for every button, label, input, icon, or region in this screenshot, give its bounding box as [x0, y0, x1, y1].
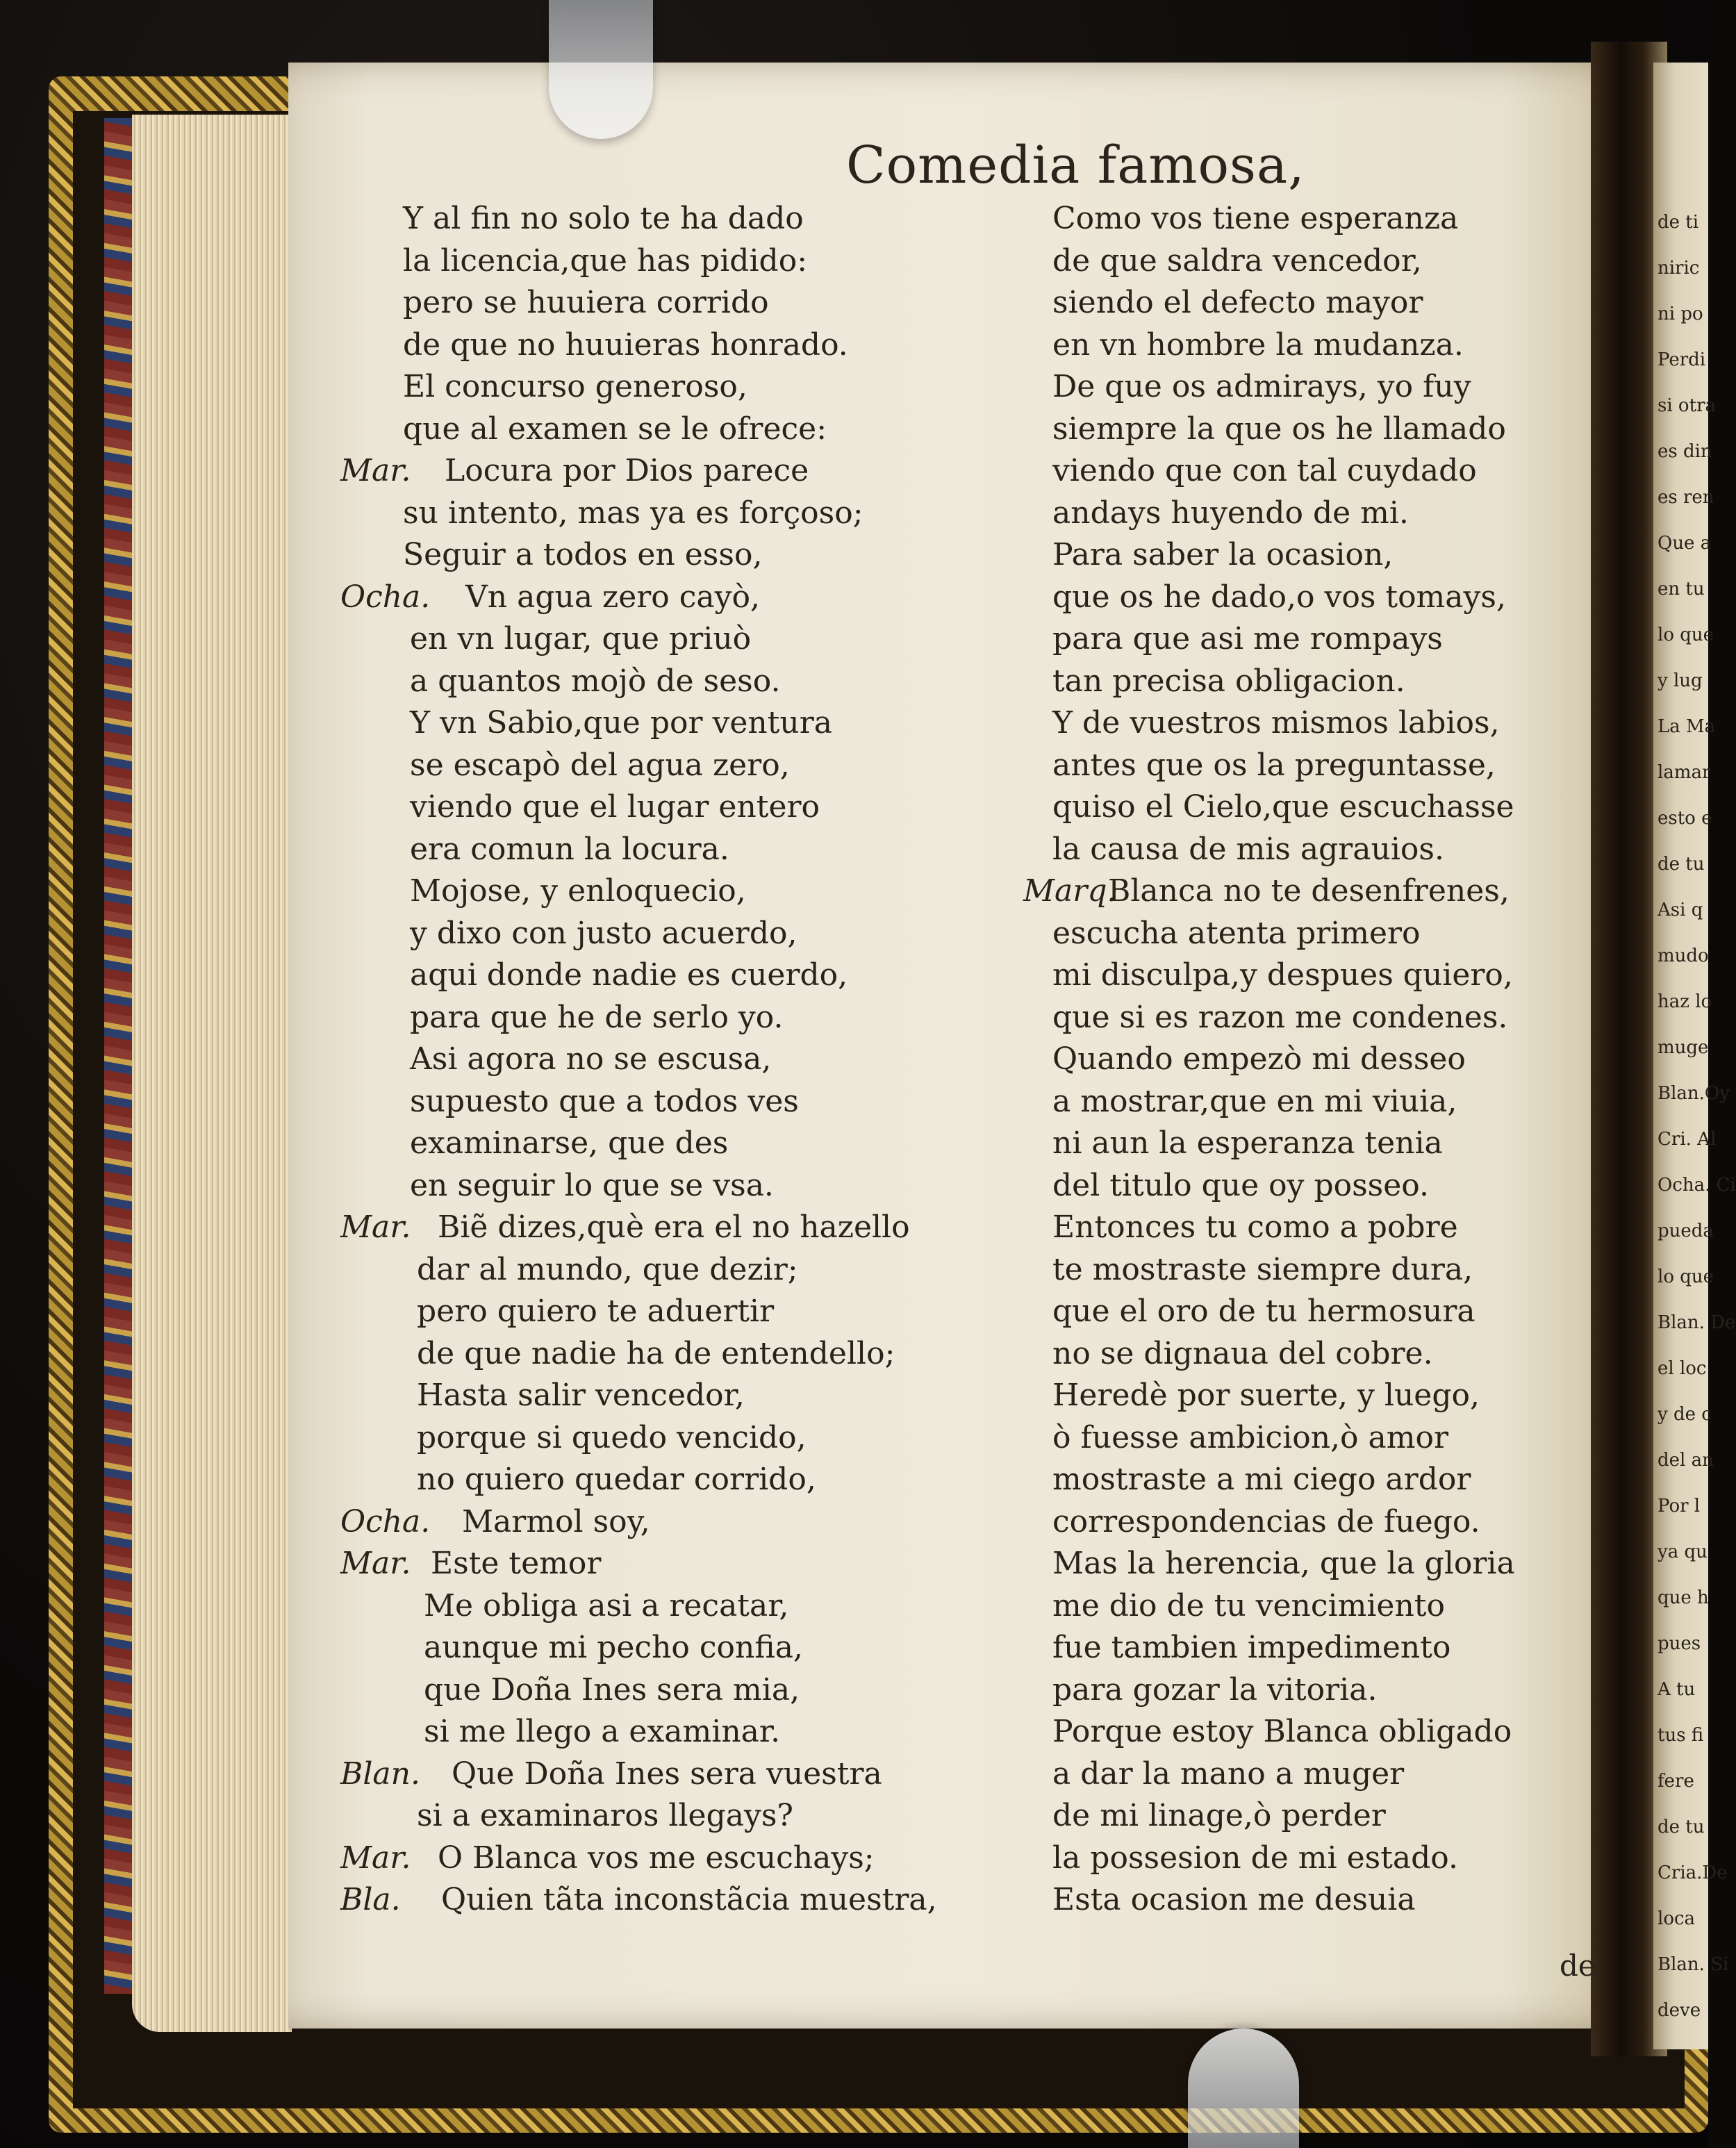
verse-line: [403, 198, 1028, 240]
verse-text: Hasta salir vencedor,: [417, 1378, 745, 1413]
next-page-fragment: del an: [1658, 1450, 1714, 1471]
verse-text: de mi linage,ò perder: [1052, 1798, 1386, 1833]
verse-line: [403, 745, 1028, 787]
verse-text: tan precisa obligacion.: [1052, 663, 1405, 699]
verse-text: Y al fin no solo te ha dado: [403, 201, 804, 236]
verse-text: era comun la locura.: [410, 831, 729, 867]
verse-line: [403, 1291, 1028, 1333]
verse-text: Locura por Dios parece: [445, 453, 809, 488]
next-page-fragment: loca: [1658, 1908, 1696, 1929]
next-page-fragment: lo que: [1658, 625, 1714, 645]
verse-line: [403, 240, 1028, 283]
verse-text: me dio de tu vencimiento: [1052, 1587, 1445, 1624]
verse-text: supuesto que a todos ves: [410, 1083, 799, 1119]
speaker-label: Blan.: [340, 1755, 420, 1792]
verse-text: Para saber la ocasion,: [1052, 537, 1394, 572]
verse-text: que Doña Ines sera mia,: [424, 1671, 800, 1708]
speaker-label: Mar.: [340, 1209, 411, 1245]
verse-text: correspondencias de fuego.: [1052, 1503, 1480, 1539]
verse-text: de que no huuieras honrado.: [403, 327, 848, 363]
next-page-fragment: Blan.Oy: [1658, 1083, 1730, 1104]
page-edges: [132, 115, 292, 2032]
verse-text: Como vos tiene esperanza: [1052, 201, 1459, 236]
verse-text: dar al mundo, que dezir;: [417, 1251, 798, 1287]
verse-line: [1052, 1585, 1678, 1628]
verse-text: El concurso generoso,: [403, 369, 747, 404]
verse-line: [1023, 870, 1678, 913]
next-page-fragment: de tu: [1658, 1817, 1705, 1837]
verse-text: a quantos mojò de seso.: [410, 663, 781, 699]
verse-line: [1052, 1459, 1678, 1501]
running-title: Comedia famosa,: [846, 135, 1305, 195]
verse-text: Mojose, y enloquecio,: [410, 873, 746, 909]
verse-line: [1052, 1795, 1678, 1837]
verse-line: [340, 450, 1028, 493]
verse-text: no se dignaua del cobre.: [1052, 1335, 1433, 1371]
next-page-fragment: de tu: [1658, 854, 1705, 875]
catchword: de: [1560, 1949, 1596, 1983]
verse-line: [1052, 1711, 1678, 1753]
verse-line: [1052, 198, 1678, 240]
verse-line: [1052, 1417, 1678, 1460]
verse-line: [403, 1627, 1028, 1669]
verse-text: viendo que con tal cuydado: [1052, 453, 1477, 488]
verse-line: [1052, 702, 1678, 745]
verse-line: [403, 324, 1028, 367]
verse-text: O Blanca vos me escuchays;: [438, 1840, 875, 1876]
verse-text: y dixo con justo acuerdo,: [410, 915, 797, 951]
verse-line: [403, 1123, 1028, 1165]
next-page-fragment: Blan. Si: [1658, 1954, 1729, 1975]
verse-text: te mostraste siempre dura,: [1052, 1251, 1473, 1287]
next-page-fragment: el loc: [1658, 1358, 1707, 1379]
verse-text: mi disculpa,y despues quiero,: [1052, 957, 1513, 993]
verse-text: se escapò del agua zero,: [410, 747, 790, 783]
verse-text: Biẽ dizes,què era el no hazello: [438, 1209, 910, 1245]
verse-text: para que he de serlo yo.: [410, 999, 784, 1035]
verse-line: [1052, 1039, 1678, 1081]
verse-text: su intento, mas ya es forçoso;: [403, 495, 863, 531]
verse-line: [1052, 997, 1678, 1039]
verse-line: [403, 702, 1028, 745]
verse-text: que el oro de tu hermosura: [1052, 1294, 1475, 1329]
verse-line: [403, 534, 1028, 577]
verse-line: [403, 1459, 1028, 1501]
verse-text: en vn lugar, que priuò: [410, 621, 752, 656]
next-page-fragment: niric: [1658, 258, 1700, 279]
next-page-fragment: tus fi: [1658, 1725, 1704, 1746]
verse-line: [1052, 1375, 1678, 1417]
verse-line: [403, 661, 1028, 703]
speaker-label: Ocha.: [340, 579, 431, 615]
verse-text: Mas la herencia, que la gloria: [1052, 1546, 1515, 1581]
next-page-fragment: ya qu: [1658, 1542, 1708, 1562]
verse-line: [403, 786, 1028, 829]
verse-text: en seguir lo que se vsa.: [410, 1167, 774, 1203]
next-page-fragment: fere: [1658, 1771, 1694, 1792]
verse-line: [1052, 493, 1678, 535]
verse-line: [1052, 1291, 1678, 1333]
verse-line: [1052, 1837, 1678, 1880]
verse-text: de que nadie ha de entendello;: [417, 1335, 895, 1371]
speaker-label: Mar.: [340, 453, 411, 488]
verse-text: Este temor: [431, 1546, 602, 1581]
next-page-fragment: es din: [1658, 441, 1712, 462]
verse-text: pero quiero te aduertir: [417, 1294, 775, 1329]
verse-line: [403, 282, 1028, 324]
next-page-fragment: mudo: [1658, 945, 1709, 966]
verse-text: ni aun la esperanza tenia: [1052, 1125, 1443, 1161]
verse-text: Entonces tu como a pobre: [1052, 1209, 1458, 1245]
verse-text: Asi agora no se escusa,: [410, 1041, 772, 1077]
next-page-fragment: A tu: [1658, 1679, 1696, 1700]
verse-line: [1052, 366, 1678, 408]
verse-line: [1052, 1249, 1678, 1291]
verse-text: viendo que el lugar entero: [410, 789, 820, 825]
next-page-fragment: ni po: [1658, 304, 1703, 324]
verse-text: examinarse, que des: [410, 1125, 729, 1161]
verse-text: fue tambien impedimento: [1052, 1630, 1451, 1665]
next-page-fragment: La Ma: [1658, 716, 1716, 737]
verse-text: a dar la mano a muger: [1052, 1755, 1405, 1792]
next-page-fragment: pues: [1658, 1633, 1701, 1654]
verse-line: [1052, 240, 1678, 283]
verse-line: [1052, 577, 1678, 619]
verse-line: [1052, 1879, 1678, 1922]
verse-line: [403, 955, 1028, 997]
verse-line: [403, 618, 1028, 661]
next-page-fragment: Cria.De: [1658, 1862, 1728, 1883]
verse-line: [1052, 1501, 1678, 1544]
next-page-fragment: pueda: [1658, 1221, 1714, 1241]
verse-line: [1052, 913, 1678, 955]
left-verse-column: [340, 198, 1028, 1922]
next-page-fragment: si otra: [1658, 395, 1716, 416]
marbled-endpaper: [104, 118, 132, 1994]
verse-line: [1052, 1669, 1678, 1712]
next-page-fragment: Blan. De: [1658, 1312, 1736, 1333]
speaker-label: Bla.: [340, 1882, 401, 1917]
verse-line: [1052, 1333, 1678, 1375]
verse-text: Quien tãta inconstãcia muestra,: [441, 1882, 937, 1917]
verse-line: [403, 366, 1028, 408]
verse-line: [1052, 618, 1678, 661]
next-page-fragment: Cri. Al: [1658, 1129, 1717, 1150]
verse-line: [403, 408, 1028, 451]
next-page-fragment: Perdi: [1658, 349, 1706, 370]
verse-line: [403, 1249, 1028, 1291]
verse-text: Porque estoy Blanca obligado: [1052, 1714, 1512, 1749]
verse-text: la licencia,que has pidido:: [403, 242, 808, 279]
verse-text: Blanca no te desenfrenes,: [1108, 873, 1510, 909]
next-page-fragment: Ocha. Ci: [1658, 1175, 1736, 1196]
verse-line: [403, 493, 1028, 535]
next-page-fragment: que h: [1658, 1587, 1709, 1608]
verse-line: [1052, 450, 1678, 493]
next-page-fragment: Por l: [1658, 1496, 1701, 1517]
verse-line: [1052, 1207, 1678, 1249]
next-page-fragment: en tu: [1658, 579, 1705, 600]
verse-line: [403, 913, 1028, 955]
verse-text: Marmol soy,: [462, 1503, 650, 1539]
verse-line: [403, 829, 1028, 871]
verse-text: ò fuesse ambicion,ò amor: [1052, 1419, 1449, 1455]
verse-line: [1052, 786, 1678, 829]
right-verse-column: [1023, 198, 1678, 1922]
page-clip-bottom: [1188, 2029, 1299, 2148]
verse-text: que al examen se le ofrece:: [403, 411, 827, 447]
verse-line: [403, 1333, 1028, 1375]
verse-text: del titulo que oy posseo.: [1052, 1167, 1430, 1203]
next-page-fragment: es ren: [1658, 487, 1714, 508]
next-page-fragment: de ti: [1658, 212, 1699, 233]
verse-text: Esta ocasion me desuia: [1052, 1882, 1416, 1917]
verse-line: [340, 1753, 1028, 1796]
verse-line: [403, 1081, 1028, 1123]
verse-text: en vn hombre la mudanza.: [1052, 327, 1464, 363]
verse-text: si me llego a examinar.: [424, 1714, 781, 1749]
verse-text: la causa de mis agrauios.: [1052, 831, 1444, 867]
page-clip-top: [549, 0, 653, 139]
verse-line: [403, 1669, 1028, 1712]
verse-text: Que Doña Ines sera vuestra: [452, 1755, 882, 1792]
verse-line: [1052, 1627, 1678, 1669]
verse-text: Vn agua zero cayò,: [465, 579, 760, 615]
verse-line: [403, 1795, 1028, 1837]
verse-line: [1052, 408, 1678, 451]
verse-text: de que saldra vencedor,: [1052, 242, 1422, 279]
verse-line: [1052, 1123, 1678, 1165]
speaker-label: Ocha.: [340, 1503, 431, 1539]
verse-line: [1052, 745, 1678, 787]
verse-text: aunque mi pecho confia,: [424, 1630, 803, 1665]
verse-text: para gozar la vitoria.: [1052, 1671, 1378, 1708]
verse-text: mostraste a mi ciego ardor: [1052, 1462, 1471, 1497]
verse-text: antes que os la preguntasse,: [1052, 747, 1496, 783]
verse-text: a mostrar,que en mi viuia,: [1052, 1083, 1457, 1119]
verse-text: que os he dado,o vos tomays,: [1052, 579, 1506, 615]
speaker-label: Marq.: [1023, 873, 1117, 909]
verse-text: porque si quedo vencido,: [417, 1419, 807, 1455]
verse-line: [403, 1039, 1028, 1081]
verse-line: [340, 1837, 1028, 1880]
verse-line: [403, 1417, 1028, 1460]
verse-line: [1052, 282, 1678, 324]
next-page-fragment: lamar: [1658, 762, 1711, 783]
verse-text: quiso el Cielo,que escuchasse: [1052, 789, 1514, 825]
verse-text: escucha atenta primero: [1052, 915, 1421, 951]
verse-line: [403, 997, 1028, 1039]
verse-text: siempre la que os he llamado: [1052, 411, 1506, 447]
verse-line: [403, 1585, 1028, 1628]
verse-text: Seguir a todos en esso,: [403, 537, 763, 572]
next-page-fragment: haz lo: [1658, 991, 1712, 1012]
verse-line: [340, 1207, 1028, 1249]
verse-text: pero se huuiera corrido: [403, 285, 769, 320]
verse-text: si a examinaros llegays?: [417, 1798, 794, 1833]
verse-text: Heredè por suerte, y luego,: [1052, 1378, 1480, 1413]
verse-text: siendo el defecto mayor: [1052, 285, 1423, 320]
next-page-fragment: y de c: [1658, 1404, 1712, 1425]
verse-line: [403, 870, 1028, 913]
verse-line: [1052, 1543, 1678, 1585]
verse-text: la possesion de mi estado.: [1052, 1840, 1458, 1876]
verse-line: [1052, 955, 1678, 997]
verse-line: [1052, 1753, 1678, 1796]
verse-line: [1052, 324, 1678, 367]
verse-text: aqui donde nadie es cuerdo,: [410, 957, 848, 993]
verse-text: que si es razon me condenes.: [1052, 999, 1508, 1035]
next-page-fragment: deve: [1658, 2000, 1701, 2021]
verse-line: [403, 1165, 1028, 1207]
verse-line: [403, 1375, 1028, 1417]
next-page-fragment: muge: [1658, 1037, 1709, 1058]
verse-text: Quando empezò mi desseo: [1052, 1041, 1466, 1077]
verse-line: [403, 1711, 1028, 1753]
verse-text: no quiero quedar corrido,: [417, 1462, 816, 1497]
verse-text: Me obliga asi a recatar,: [424, 1587, 789, 1624]
next-page-fragment: Asi q: [1658, 900, 1703, 920]
next-page-fragment: Que a: [1658, 533, 1712, 554]
verse-line: [340, 1501, 1028, 1544]
verse-text: Y vn Sabio,que por ventura: [410, 705, 833, 741]
verse-text: De que os admirays, yo fuy: [1052, 369, 1471, 404]
verse-line: [1052, 829, 1678, 871]
verse-line: [340, 577, 1028, 619]
verse-line: [340, 1543, 1028, 1585]
next-page-fragment: esto e: [1658, 808, 1712, 829]
next-page-fragment: y lug: [1658, 670, 1703, 691]
verse-line: [340, 1879, 1028, 1922]
verse-line: [1052, 1165, 1678, 1207]
verse-line: [1052, 1081, 1678, 1123]
verse-text: para que asi me rompays: [1052, 621, 1443, 656]
speaker-label: Mar.: [340, 1546, 411, 1581]
next-page-fragment: lo que: [1658, 1266, 1714, 1287]
verse-text: andays huyendo de mi.: [1052, 495, 1409, 531]
verse-line: [1052, 534, 1678, 577]
verse-line: [1052, 661, 1678, 703]
verse-text: Y de vuestros mismos labios,: [1052, 705, 1500, 741]
speaker-label: Mar.: [340, 1840, 411, 1876]
